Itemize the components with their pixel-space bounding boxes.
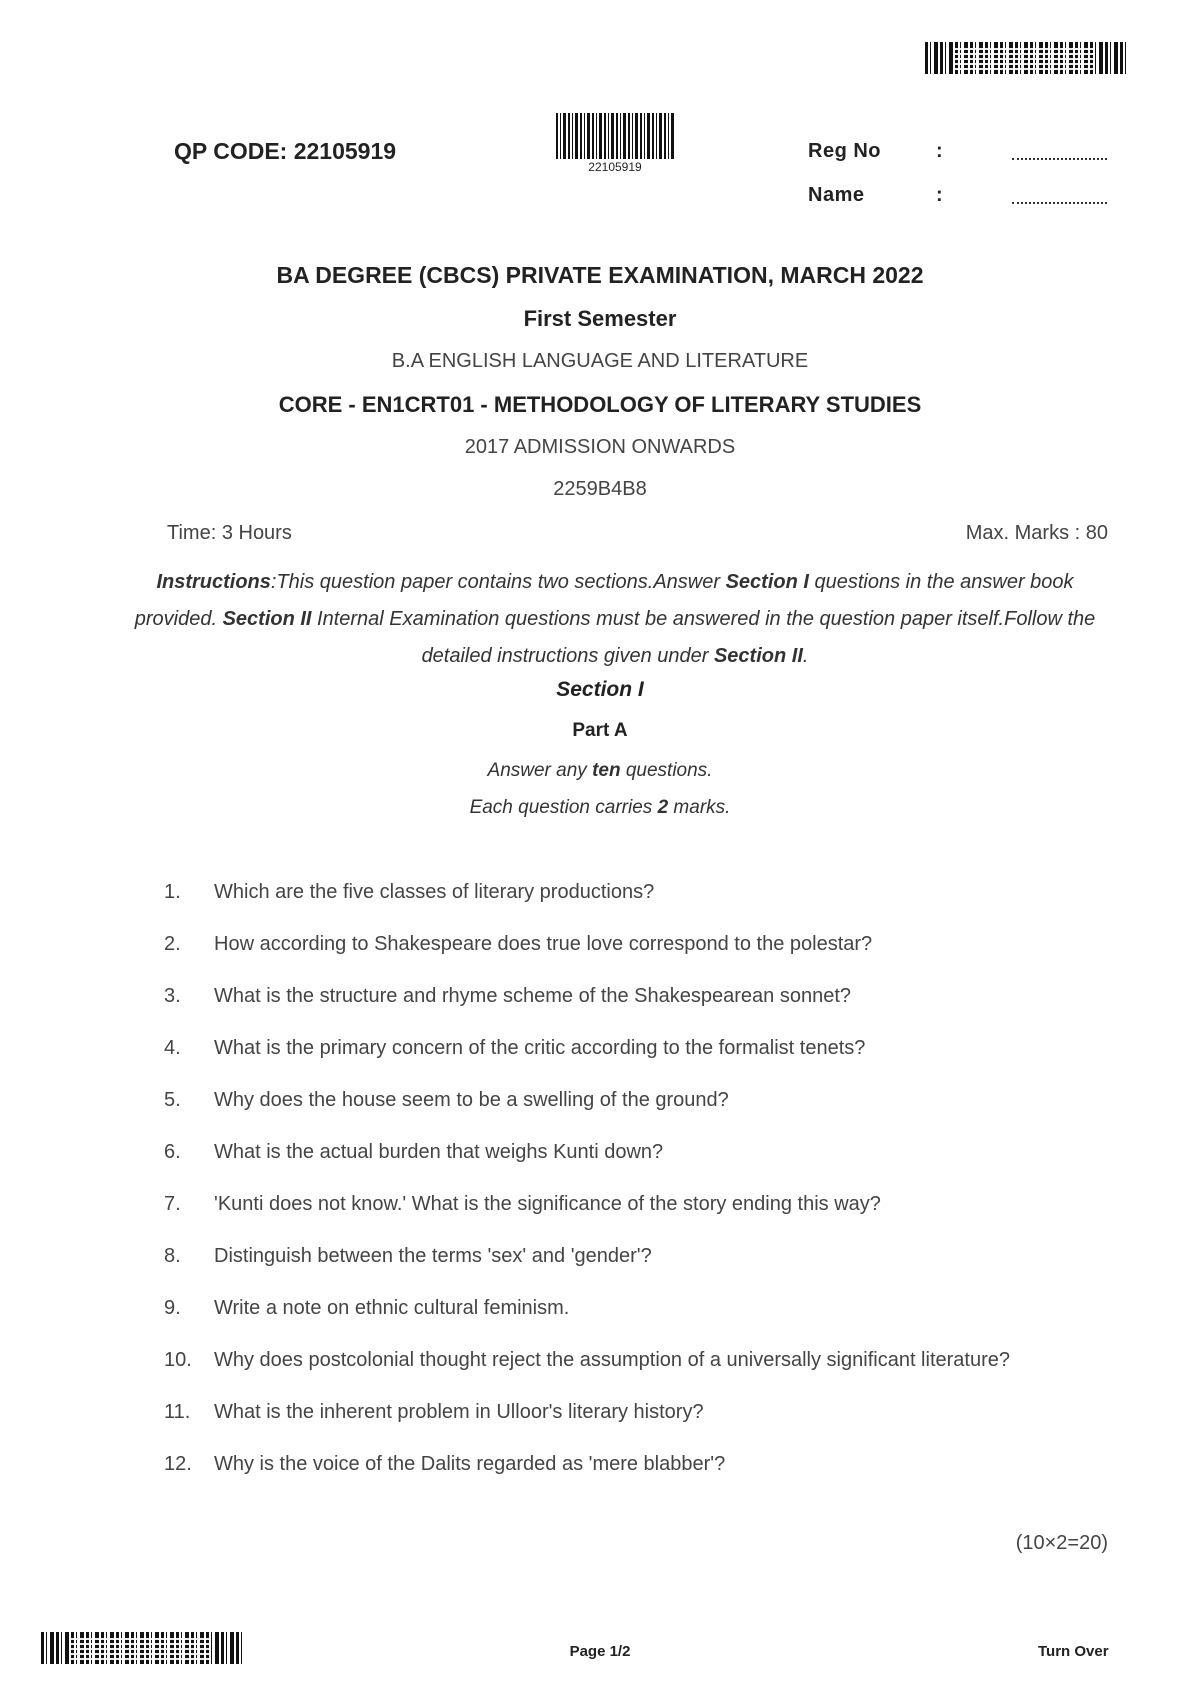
- question-text: What is the structure and rhyme scheme of the Shakespearean sonnet?: [214, 985, 852, 1007]
- question-item: [164, 1030, 1064, 1067]
- question-item: [164, 1238, 1064, 1275]
- page-number: Page 1/2: [569, 1643, 631, 1660]
- question-item: [164, 978, 1064, 1015]
- instructions-text: :This question paper contains two sections.Answer: [270, 571, 726, 593]
- answer-text: Answer any: [487, 760, 593, 781]
- marks-text: marks.: [668, 797, 731, 818]
- question-text: Why does the house seem to be a swelling of the ground?: [214, 1089, 729, 1111]
- instructions-text: questions in the answer book provided.: [134, 571, 1074, 630]
- question-item: [164, 1446, 1064, 1483]
- question-text: What is the inherent problem in Ulloor's literary history?: [214, 1401, 704, 1423]
- total-marks: (10×2=20): [1015, 1532, 1108, 1554]
- barcode-center: [556, 113, 674, 159]
- answer-text: questions.: [620, 760, 713, 781]
- section-title: Section I: [556, 678, 644, 701]
- name-label: Name: [808, 184, 865, 206]
- semester: First Semester: [523, 306, 677, 331]
- question-text: Which are the five classes of literary productions?: [214, 881, 655, 903]
- exam-title: BA DEGREE (CBCS) PRIVATE EXAMINATION, MARCH 2022: [276, 262, 924, 288]
- question-text: Distinguish between the terms 'sex' and 'gender'?: [214, 1245, 652, 1267]
- barcode-number: 22105919: [588, 160, 642, 174]
- question-number: 4.: [164, 1037, 181, 1059]
- question-number: 8.: [164, 1245, 181, 1267]
- admission: 2017 ADMISSION ONWARDS: [464, 436, 736, 458]
- question-text: What is the actual burden that weighs Kunti down?: [214, 1141, 664, 1163]
- question-number: 1.: [164, 881, 181, 903]
- question-number: 9.: [164, 1297, 181, 1319]
- question-item: [164, 1290, 1064, 1327]
- answer-instruction: [0, 760, 1200, 782]
- question-text: Why is the voice of the Dalits regarded as 'mere blabber'?: [214, 1453, 726, 1475]
- question-item: [164, 874, 1064, 911]
- question-number: 7.: [164, 1193, 181, 1215]
- max-marks: Max. Marks : 80: [965, 522, 1108, 544]
- paper-code: 2259B4B8: [553, 478, 647, 500]
- turn-over: Turn Over: [1038, 1643, 1109, 1660]
- course-title: CORE - EN1CRT01 - METHODOLOGY OF LITERARY STUDIES: [278, 392, 922, 417]
- time-allowed: Time: 3 Hours: [167, 522, 292, 544]
- question-text: What is the primary concern of the critic according to the formalist tenets?: [214, 1037, 866, 1059]
- instructions-bold: Section II: [222, 608, 312, 630]
- question-list: [164, 874, 1064, 1498]
- question-number: 2.: [164, 933, 181, 955]
- question-item: [164, 926, 1064, 963]
- part-title: Part A: [572, 720, 628, 741]
- question-item: [164, 1394, 1064, 1431]
- qp-code: QP CODE: 22105919: [174, 138, 397, 164]
- answer-count: ten: [592, 760, 621, 781]
- marks-text: Each question carries: [469, 797, 658, 818]
- question-number: 3.: [164, 985, 181, 1007]
- question-number: 11.: [164, 1401, 191, 1423]
- name-field[interactable]: [1012, 190, 1107, 204]
- instructions-text: .: [802, 645, 809, 667]
- reg-no-label: Reg No: [808, 140, 881, 162]
- reg-no-colon: :: [936, 140, 943, 162]
- marks-instruction: [0, 797, 1200, 819]
- question-number: 6.: [164, 1141, 181, 1163]
- question-text: Write a note on ethnic cultural feminism.: [214, 1297, 570, 1319]
- barcode-top-right: [925, 42, 1127, 74]
- instructions-label: Instructions: [156, 571, 271, 593]
- instructions-bold: Section I: [725, 571, 809, 593]
- question-number: 10.: [164, 1349, 192, 1371]
- question-text: How according to Shakespeare does true love correspond to the polestar?: [214, 933, 873, 955]
- question-item: [164, 1134, 1064, 1171]
- question-item: [164, 1186, 1064, 1223]
- reg-no-field[interactable]: [1012, 146, 1107, 160]
- question-text: Why does postcolonial thought reject the assumption of a universally significant literature?: [214, 1349, 1010, 1371]
- question-number: 5.: [164, 1089, 181, 1111]
- marks-value: 2: [657, 797, 669, 818]
- name-colon: :: [936, 184, 943, 206]
- instructions-bold: Section II: [713, 645, 803, 667]
- question-text: 'Kunti does not know.' What is the significance of the story ending this way?: [214, 1193, 881, 1215]
- question-number: 12.: [164, 1453, 192, 1475]
- instructions: [122, 564, 1108, 675]
- programme: B.A ENGLISH LANGUAGE AND LITERATURE: [391, 350, 809, 372]
- instructions-text: Internal Examination questions must be answered in the question paper itself.Follow the detailed instructions given under: [311, 608, 1096, 667]
- question-item: [164, 1342, 1064, 1379]
- question-item: [164, 1082, 1064, 1119]
